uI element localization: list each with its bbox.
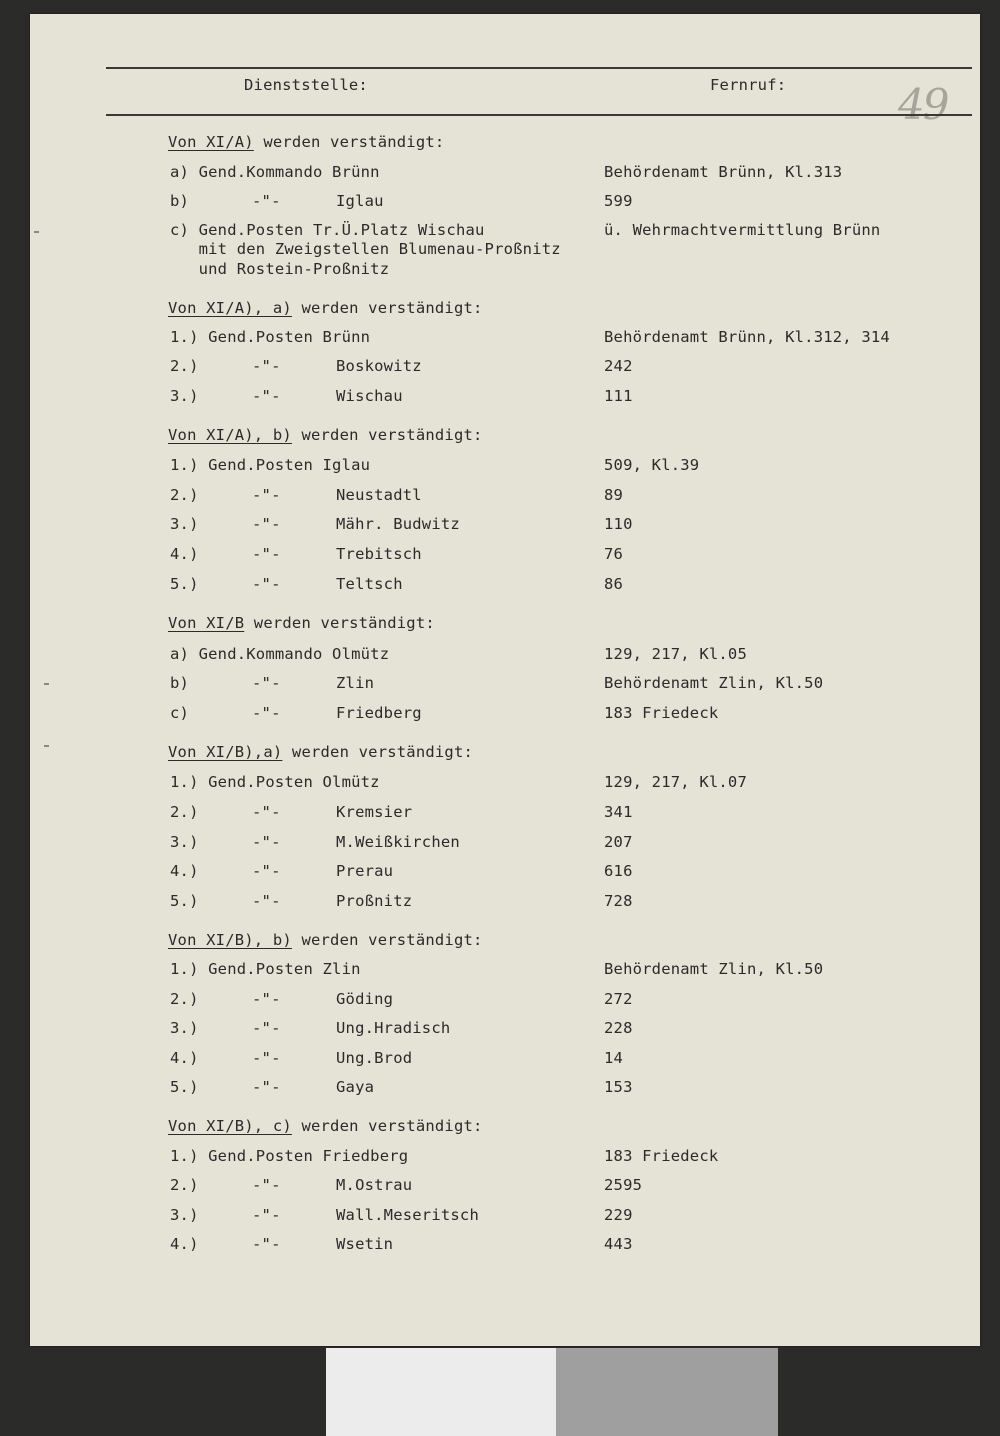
location-name: Ung.Brod bbox=[336, 1049, 413, 1067]
entry-label: 5.) bbox=[170, 892, 199, 910]
phone-number: Behördenamt Zlin, Kl.50 bbox=[604, 674, 824, 692]
entry-label: 3.) bbox=[170, 387, 199, 405]
section-heading-ref: Von XI/B), c) bbox=[168, 1117, 292, 1135]
location-name: Mähr. Budwitz bbox=[336, 515, 460, 533]
ditto-mark: -"- bbox=[252, 674, 281, 692]
scan-mark bbox=[34, 231, 39, 233]
entry-label: mit den Zweigstellen Blumenau-Proßnitz bbox=[170, 240, 561, 258]
phone-number: 129, 217, Kl.05 bbox=[604, 645, 747, 663]
entry-label: 1.) Gend.Posten Friedberg bbox=[170, 1147, 409, 1165]
entry-label: a) Gend.Kommando Olmütz bbox=[170, 645, 390, 663]
section-heading bbox=[168, 614, 435, 633]
location-name: Kremsier bbox=[336, 803, 413, 821]
phone-number: 341 bbox=[604, 803, 633, 821]
phone-number: 599 bbox=[604, 192, 633, 210]
phone-number: Behördenamt Brünn, Kl.312, 314 bbox=[604, 328, 890, 346]
section-heading-ref: Von XI/B),a) bbox=[168, 743, 283, 761]
phone-number: 2595 bbox=[604, 1176, 643, 1194]
phone-number: 228 bbox=[604, 1019, 633, 1037]
section-heading-text: werden verständigt: bbox=[291, 1117, 483, 1135]
entry-label: 2.) bbox=[170, 1176, 199, 1194]
ditto-mark: -"- bbox=[252, 387, 281, 405]
phone-number: Behördenamt Brünn, Kl.313 bbox=[604, 163, 843, 181]
ditto-mark: -"- bbox=[252, 486, 281, 504]
entry-label: c) Gend.Posten Tr.Ü.Platz Wischau bbox=[170, 221, 485, 239]
entry-label: c) bbox=[170, 704, 190, 722]
entry-label: 1.) Gend.Posten Zlin bbox=[170, 960, 361, 978]
location-name: Iglau bbox=[336, 192, 384, 210]
entry-label: 5.) bbox=[170, 575, 199, 593]
entry-label: 1.) Gend.Posten Iglau bbox=[170, 456, 371, 474]
section-heading bbox=[168, 133, 444, 152]
scan-mark bbox=[44, 745, 49, 747]
entry-label: 3.) bbox=[170, 833, 199, 851]
location-name: Neustadtl bbox=[336, 486, 422, 504]
ditto-mark: -"- bbox=[252, 1176, 281, 1194]
phone-number: 153 bbox=[604, 1078, 633, 1096]
section-heading-ref: Von XI/A) bbox=[168, 133, 254, 151]
entry-label: 2.) bbox=[170, 803, 199, 821]
phone-number: 207 bbox=[604, 833, 633, 851]
entry-label: 2.) bbox=[170, 486, 199, 504]
entry-label: und Rostein-Proßnitz bbox=[170, 260, 390, 278]
header-bottom-rule bbox=[106, 114, 972, 116]
entry-label: 4.) bbox=[170, 862, 199, 880]
ditto-mark: -"- bbox=[252, 1078, 281, 1096]
ditto-mark: -"- bbox=[252, 575, 281, 593]
phone-number: 89 bbox=[604, 486, 624, 504]
phone-number: 728 bbox=[604, 892, 633, 910]
location-name: Proßnitz bbox=[336, 892, 413, 910]
section-heading-text: werden verständigt: bbox=[291, 299, 483, 317]
entry-label: 1.) Gend.Posten Olmütz bbox=[170, 773, 380, 791]
phone-number: 183 Friedeck bbox=[604, 1147, 719, 1165]
phone-number: 616 bbox=[604, 862, 633, 880]
entry-label: b) bbox=[170, 674, 190, 692]
ditto-mark: -"- bbox=[252, 862, 281, 880]
section-heading-text: werden verständigt: bbox=[244, 614, 435, 632]
section-heading bbox=[168, 931, 483, 950]
section-heading-text: werden verständigt: bbox=[291, 931, 483, 949]
phone-number: 229 bbox=[604, 1206, 633, 1224]
fernruf-label: Fernruf: bbox=[710, 76, 787, 94]
ditto-mark: -"- bbox=[252, 357, 281, 375]
ditto-mark: -"- bbox=[252, 704, 281, 722]
document-page bbox=[30, 14, 980, 1346]
entry-label: 2.) bbox=[170, 357, 199, 375]
location-name: Friedberg bbox=[336, 704, 422, 722]
entry-label: a) Gend.Kommando Brünn bbox=[170, 163, 380, 181]
location-name: Ung.Hradisch bbox=[336, 1019, 451, 1037]
ditto-mark: -"- bbox=[252, 833, 281, 851]
entry-label: 3.) bbox=[170, 1206, 199, 1224]
entry-label: b) bbox=[170, 192, 190, 210]
location-name: M.Weißkirchen bbox=[336, 833, 460, 851]
entry-label: 5.) bbox=[170, 1078, 199, 1096]
section-heading-ref: Von XI/B), b) bbox=[168, 931, 292, 949]
top-rule bbox=[106, 67, 972, 69]
phone-number: 110 bbox=[604, 515, 633, 533]
scan-mark bbox=[44, 683, 49, 685]
phone-number: 129, 217, Kl.07 bbox=[604, 773, 747, 791]
phone-number: 183 Friedeck bbox=[604, 704, 719, 722]
section-heading-ref: Von XI/A), b) bbox=[168, 426, 292, 444]
section-heading-ref: Von XI/B bbox=[168, 614, 245, 632]
entry-label: 4.) bbox=[170, 1235, 199, 1253]
ditto-mark: -"- bbox=[252, 192, 281, 210]
section-heading bbox=[168, 1117, 483, 1136]
location-name: Zlin bbox=[336, 674, 375, 692]
entry-label: 2.) bbox=[170, 990, 199, 1008]
ditto-mark: -"- bbox=[252, 1206, 281, 1224]
entry-label: 4.) bbox=[170, 1049, 199, 1067]
entry-label: 3.) bbox=[170, 1019, 199, 1037]
entry-label: 3.) bbox=[170, 515, 199, 533]
phone-number: 76 bbox=[604, 545, 624, 563]
ditto-mark: -"- bbox=[252, 803, 281, 821]
ditto-mark: -"- bbox=[252, 1049, 281, 1067]
location-name: Gaya bbox=[336, 1078, 375, 1096]
location-name: M.Ostrau bbox=[336, 1176, 413, 1194]
section-heading bbox=[168, 426, 483, 445]
ditto-mark: -"- bbox=[252, 545, 281, 563]
scan-background-gray bbox=[556, 1348, 778, 1436]
phone-number: Behördenamt Zlin, Kl.50 bbox=[604, 960, 824, 978]
ditto-mark: -"- bbox=[252, 990, 281, 1008]
phone-number: 111 bbox=[604, 387, 633, 405]
location-name: Wall.Meseritsch bbox=[336, 1206, 479, 1224]
location-name: Trebitsch bbox=[336, 545, 422, 563]
phone-number: 14 bbox=[604, 1049, 624, 1067]
location-name: Wsetin bbox=[336, 1235, 394, 1253]
location-name: Prerau bbox=[336, 862, 394, 880]
location-name: Göding bbox=[336, 990, 394, 1008]
scan-background-white bbox=[326, 1348, 556, 1436]
section-heading-ref: Von XI/A), a) bbox=[168, 299, 292, 317]
section-heading bbox=[168, 743, 473, 762]
phone-number: ü. Wehrmachtvermittlung Brünn bbox=[604, 221, 881, 239]
entry-label: 4.) bbox=[170, 545, 199, 563]
section-heading-text: werden verständigt: bbox=[253, 133, 445, 151]
phone-number: 242 bbox=[604, 357, 633, 375]
phone-number: 86 bbox=[604, 575, 624, 593]
ditto-mark: -"- bbox=[252, 1235, 281, 1253]
phone-number: 443 bbox=[604, 1235, 633, 1253]
section-heading bbox=[168, 299, 483, 318]
location-name: Wischau bbox=[336, 387, 403, 405]
entry-label: 1.) Gend.Posten Brünn bbox=[170, 328, 371, 346]
section-heading-text: werden verständigt: bbox=[282, 743, 474, 761]
phone-number: 509, Kl.39 bbox=[604, 456, 700, 474]
ditto-mark: -"- bbox=[252, 515, 281, 533]
location-name: Teltsch bbox=[336, 575, 403, 593]
section-heading-text: werden verständigt: bbox=[291, 426, 483, 444]
phone-number: 272 bbox=[604, 990, 633, 1008]
ditto-mark: -"- bbox=[252, 892, 281, 910]
ditto-mark: -"- bbox=[252, 1019, 281, 1037]
dienststelle-label: Dienststelle: bbox=[244, 76, 368, 94]
location-name: Boskowitz bbox=[336, 357, 422, 375]
page-number: 49 bbox=[898, 80, 948, 129]
